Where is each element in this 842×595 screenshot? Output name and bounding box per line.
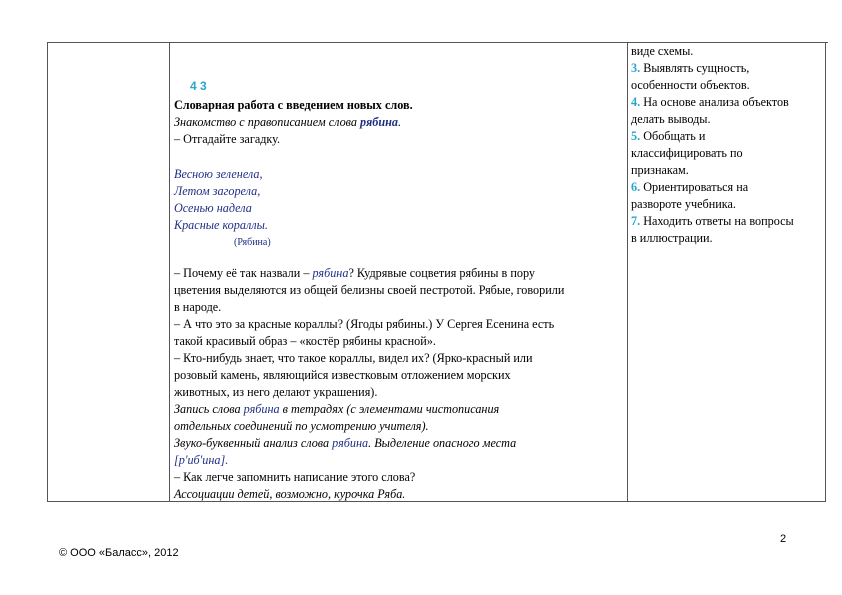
paragraph-5-line-1 [174,435,516,452]
skill-text: На основе анализа объектов [640,95,789,109]
paragraph-4-line-2: отдельных соединений по усмотрению учителя). [174,419,429,433]
paragraph-1-line-2: цветения выделяются из общей белизны своей пестротой. Рябые, говорили [174,283,565,297]
skill-text: Обобщать и [640,129,706,143]
skills-line: делать выводы. [631,112,711,126]
paragraph-7: Ассоциации детей, возможно, курочка Ряба. [174,487,406,501]
skill-number: 7. [631,214,641,228]
riddle-line: Красные кораллы. [174,218,268,232]
p1-text-a: – Почему её так назвали – [174,266,313,280]
skills-line: особенности объектов. [631,78,750,92]
riddle-prompt: – Отгадайте загадку. [174,132,281,146]
column-divider-2 [627,42,628,502]
skill-text: Находить ответы на вопросы [640,214,794,228]
skill-6 [631,179,748,196]
paragraph-2-line-2: такой красивый образ – «костёр рябины красной». [174,334,436,348]
intro-line [174,114,401,131]
p4-text-b: в тетрадях (с элементами чистописания [279,402,500,416]
riddle-line: Осенью надела [174,201,252,215]
skill-4 [631,94,789,111]
paragraph-3-line-1: – Кто-нибудь знает, что такое кораллы, видел их? (Ярко-красный или [174,351,533,365]
paragraph-3-line-2: розовый камень, являющийся известковым отложением морских [174,368,511,382]
skill-number: 5. [631,129,641,143]
paragraph-1-line-3: в народе. [174,300,222,314]
transcription: [р'иб'ина]. [174,453,229,467]
intro-word: рябина [360,115,398,129]
p4-word: рябина [243,402,280,416]
lesson-table [47,42,826,502]
skills-line: признакам. [631,163,689,177]
paragraph-1-line-1 [174,265,535,282]
riddle-answer: (Рябина) [234,237,271,248]
page-number: 2 [780,533,787,545]
skill-7 [631,213,794,230]
skill-number: 4. [631,95,641,109]
skill-5 [631,128,705,145]
skill-text: Ориентироваться на [640,180,749,194]
p1-text-b: ? Кудрявые соцветия рябины в пору [348,266,535,280]
skills-line: развороте учебника. [631,197,736,211]
skill-number: 3. [631,61,641,75]
p5-text-b: . Выделение опасного места [368,436,517,450]
copyright: © ООО «Баласс», 2012 [59,547,179,559]
paragraph-2-line-1: – А что это за красные кораллы? (Ягоды рябины.) У Сергея Есенина есть [174,317,555,331]
lesson-content-cell [174,42,626,502]
skills-cell [631,42,824,502]
skill-number: 6. [631,180,641,194]
skill-text: Выявлять сущность, [640,61,750,75]
column-divider-1 [169,42,170,502]
skills-line: классифицировать по [631,146,743,160]
intro-end: . [397,115,402,129]
p5-word: рябина [332,436,369,450]
skills-line: виде схемы. [631,44,694,58]
section-numbers: 4 3 [190,79,207,93]
p4-text-a: Запись слова [174,402,244,416]
paragraph-6: – Как легче запомнить написание этого слова? [174,470,416,484]
riddle-line: Летом загорела, [174,184,261,198]
riddle-line: Весною зеленела, [174,167,263,181]
paragraph-3-line-3: животных, из него делают украшения). [174,385,378,399]
intro-text: Знакомство с правописанием слова [174,115,361,129]
skill-3 [631,60,749,77]
p1-word: рябина [312,266,349,280]
p5-text-a: Звуко-буквенный анализ слова [174,436,333,450]
skills-line: в иллюстрации. [631,231,713,245]
paragraph-4-line-1 [174,401,499,418]
section-heading: Словарная работа с введением новых слов. [174,98,413,112]
